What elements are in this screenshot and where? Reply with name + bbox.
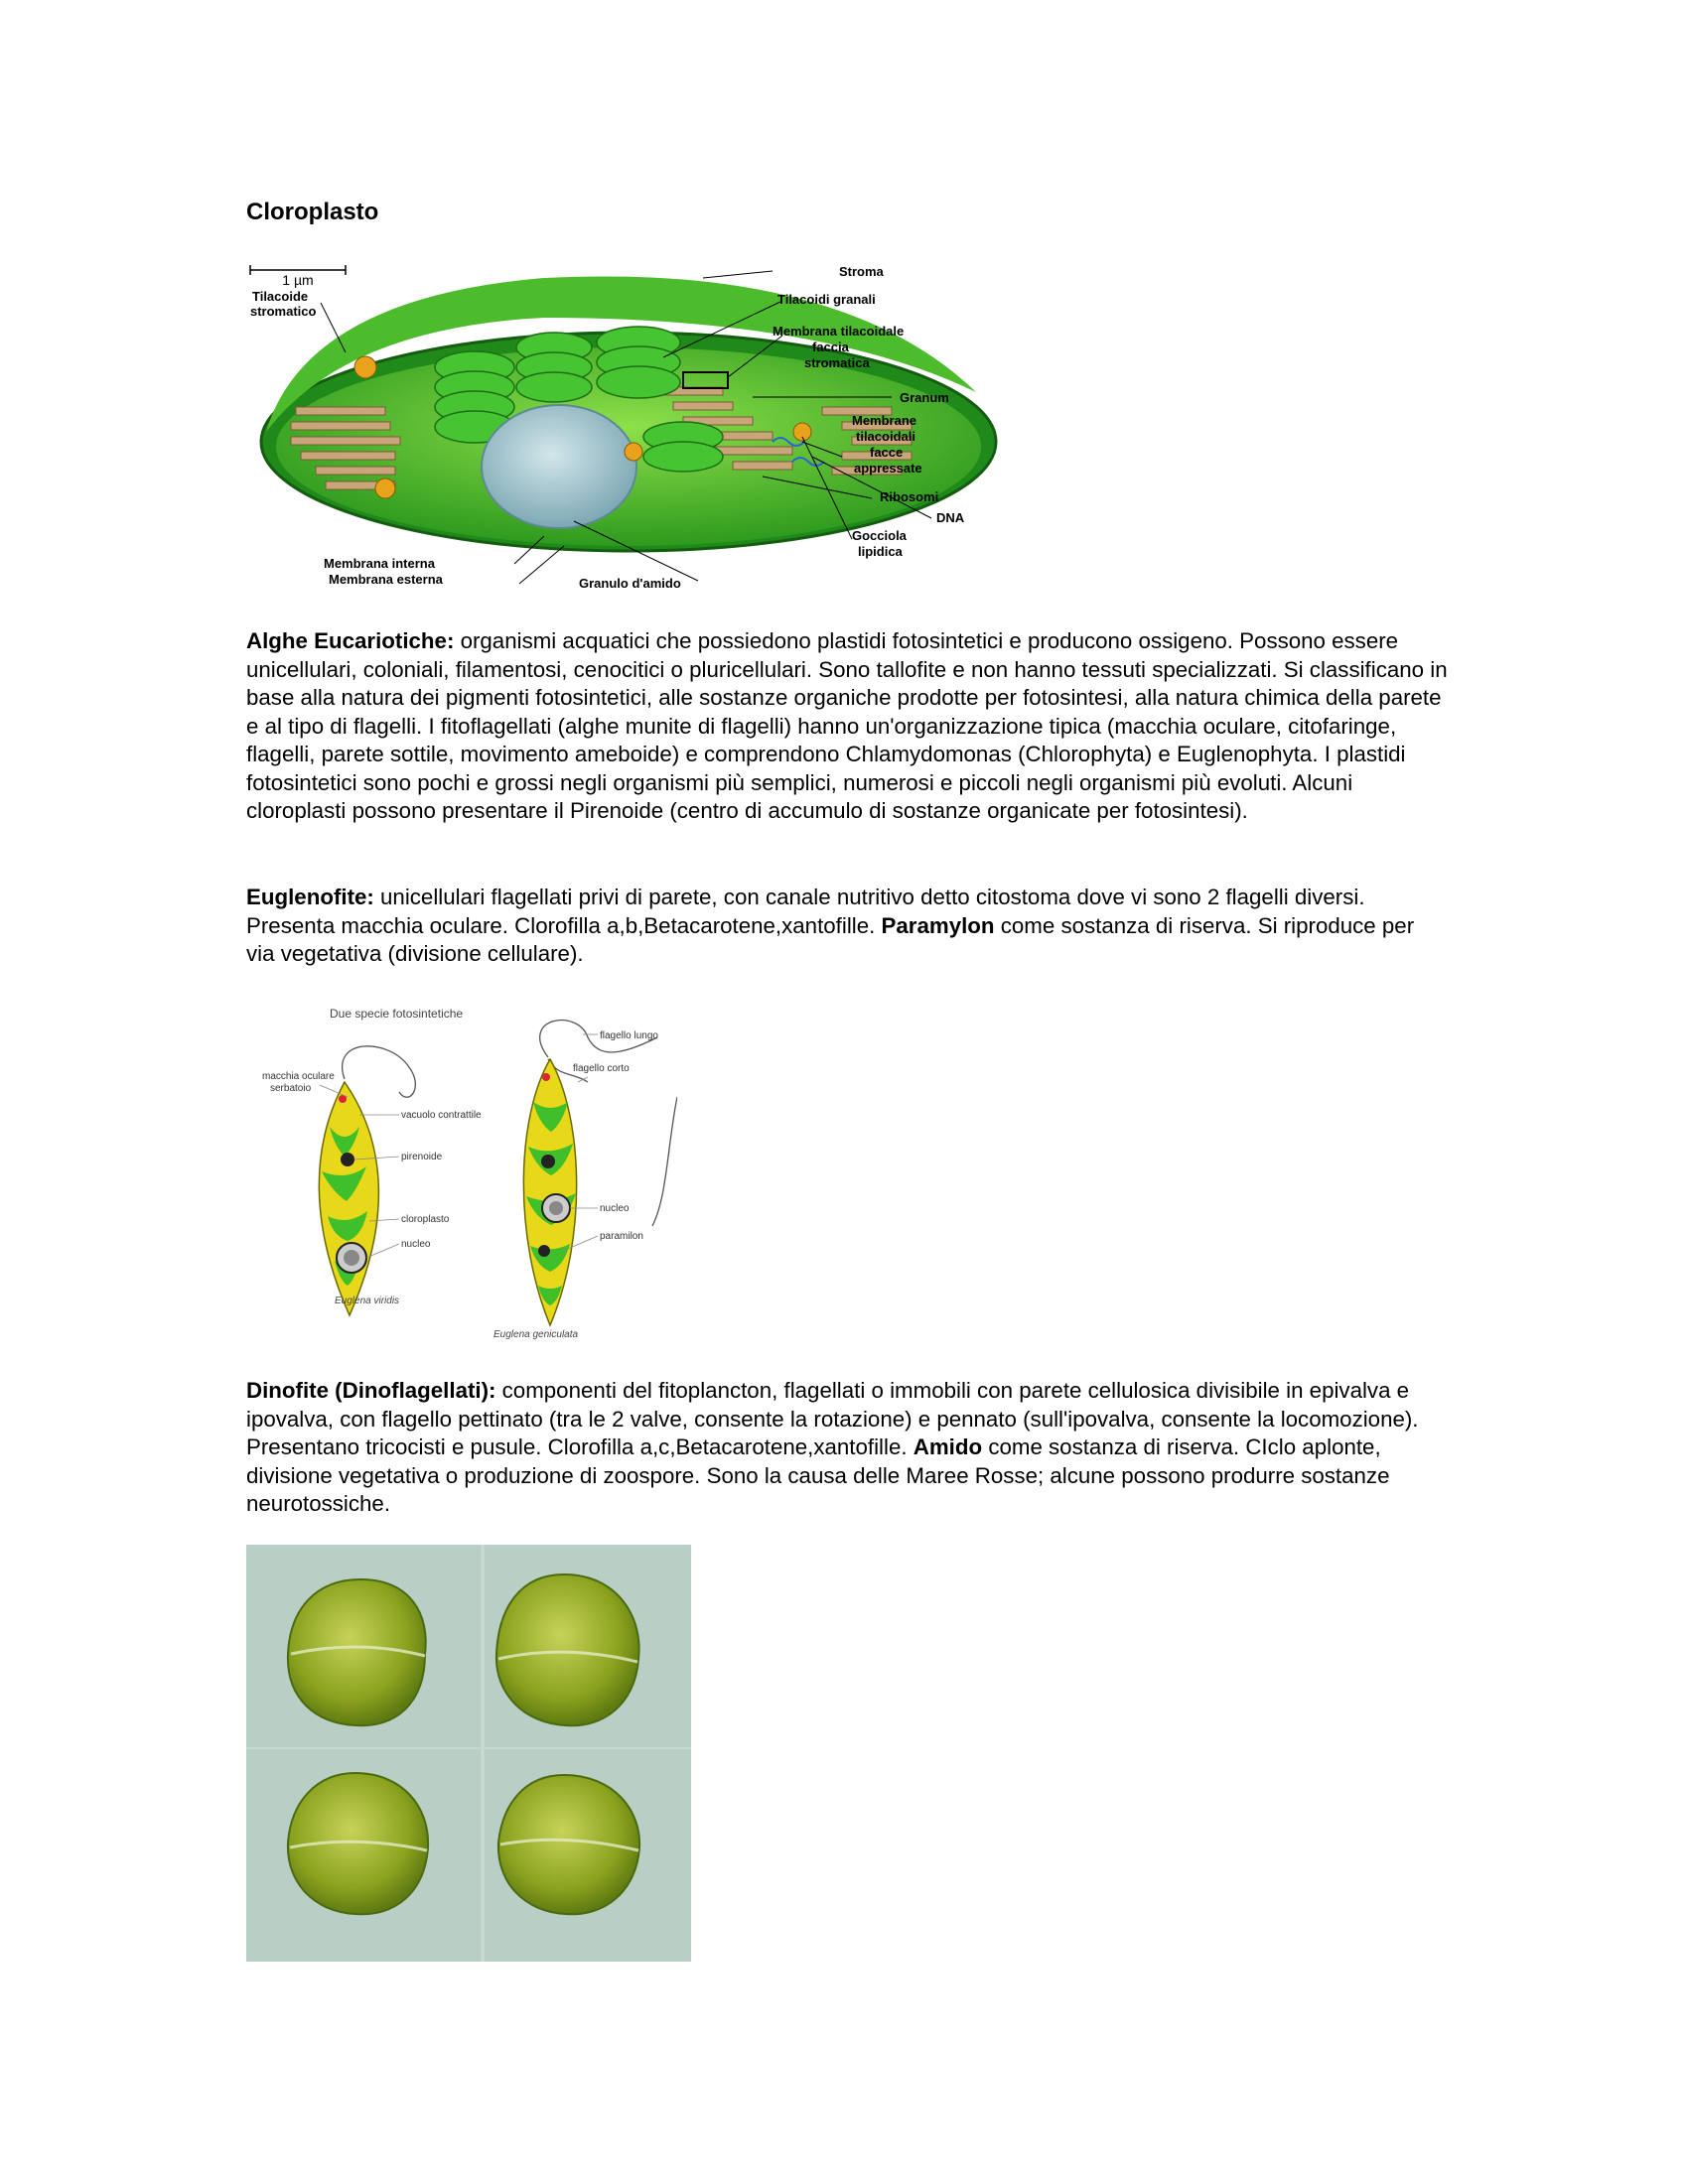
label-dna: DNA <box>936 510 965 525</box>
label-nucleo-2: nucleo <box>600 1203 630 1214</box>
label-paramilon: paramilon <box>600 1231 643 1242</box>
chloroplast-diagram <box>246 258 1001 596</box>
label-membrane-appressate: Membrane tilacoidali facce appressate <box>852 413 922 476</box>
label-ribosomi: Ribosomi <box>880 489 939 504</box>
paragraph-dinofite <box>246 1377 1448 1519</box>
text-dinofite-1: componenti del fitoplancton, flagellati o immobili con parete cellulosica divisibile in epivalva e ipovalva, con flagello pettinato (tra le 2 valve, consente la rotazione) e pennato (sull'ipovalva, consente la locomozione). Presentano tricocisti e pusule. Clorofilla a,c,Betacarotene,xantofille. <box>246 1378 1419 1459</box>
heading-dinofite: Dinofite (Dinoflagellati): <box>246 1378 496 1403</box>
euglena-header: Due specie fotosintetiche <box>330 1007 464 1021</box>
dinoflagellate-micrograph <box>246 1545 691 1962</box>
label-granum: Granum <box>900 390 949 405</box>
bold-paramylon: Paramylon <box>881 912 995 938</box>
scale-label: 1 µm <box>282 272 314 288</box>
species-2-name: Euglena geniculata <box>493 1329 579 1340</box>
label-vacuolo: vacuolo contrattile <box>401 1110 482 1121</box>
heading-euglenofite: Euglenofite: <box>246 885 374 909</box>
label-serbatoio: serbatoio <box>270 1083 312 1094</box>
label-flagello-lungo: flagello lungo <box>600 1030 658 1041</box>
label-gocciola: Gocciola lipidica <box>852 528 907 559</box>
label-nucleo: nucleo <box>401 1239 431 1250</box>
text-alghe: organismi acquatici che possiedono plastidi fotosintetici e producono ossigeno. Possono essere unicellulari, coloniali, filamentosi, cenocitici o pluricellulari. Sono tallofite e non hanno tessuti specializzati. Si classificano in base alla natura dei pigmenti fotosintetici, alle sostanze organiche prodotte per fotosintesi, alla natura chimica della parete e al tipo di flagelli. I fitoflagellati (alghe munite di flagelli) hanno un'organizzazione tipica (macchia oculare, citofaringe, flagelli, parete sottile, movimento ameboide) e comprendono Chlamydomonas (Chlorophyta) e Euglenophyta. I plastidi fotosintetici sono pochi e grossi negli organismi più semplici, numerosi e piccoli negli organismi più evoluti. Alcuni cloroplasti possono presentare il Pirenoide (centro di accumulo di sostanze organicate per fotosintesi). <box>246 628 1448 823</box>
text-euglenofite-1: unicellulari flagellati privi di parete, con canale nutritivo detto citostoma dove vi sono 2 flagelli diversi. Presenta macchia oculare. Clorofilla a,b,Betacarotene,xantofille. <box>246 885 1365 938</box>
species-1-name: Euglena viridis <box>335 1296 400 1306</box>
label-macchia: macchia oculare <box>262 1071 335 1082</box>
label-membrana-esterna: Membrana esterna <box>329 572 443 587</box>
label-tilacoide-stromatico: Tilacoide stromatico <box>250 289 317 319</box>
label-membrana-interna: Membrana interna <box>324 556 435 571</box>
text-euglenofite-2: come sostanza di riserva. Si riproduce per via vegetativa (divisione cellulare). <box>246 912 1415 966</box>
label-stroma: Stroma <box>839 264 884 279</box>
label-tilacoidi-granali: Tilacoidi granali <box>777 292 876 307</box>
label-pirenoide: pirenoide <box>401 1152 443 1162</box>
label-granulo: Granulo d'amido <box>579 576 681 591</box>
page-title: Cloroplasto <box>246 199 379 225</box>
paragraph-euglenofite <box>246 884 1448 969</box>
label-membrana-faccia: Membrana tilacoidale faccia stromatica <box>773 324 905 370</box>
paragraph-alghe <box>246 627 1448 826</box>
label-flagello-corto: flagello corto <box>573 1063 630 1074</box>
label-cloroplasto: cloroplasto <box>401 1214 450 1225</box>
bold-amido: Amido <box>913 1434 983 1459</box>
euglena-diagram <box>260 998 677 1345</box>
text-dinofite-2: come sostanza di riserva. CIclo aplonte, divisione vegetativa o produzione di zoospore. Sono la causa delle Maree Rosse; alcune possono produrre sostanze neurotossiche. <box>246 1434 1390 1516</box>
heading-alghe: Alghe Eucariotiche: <box>246 628 455 653</box>
